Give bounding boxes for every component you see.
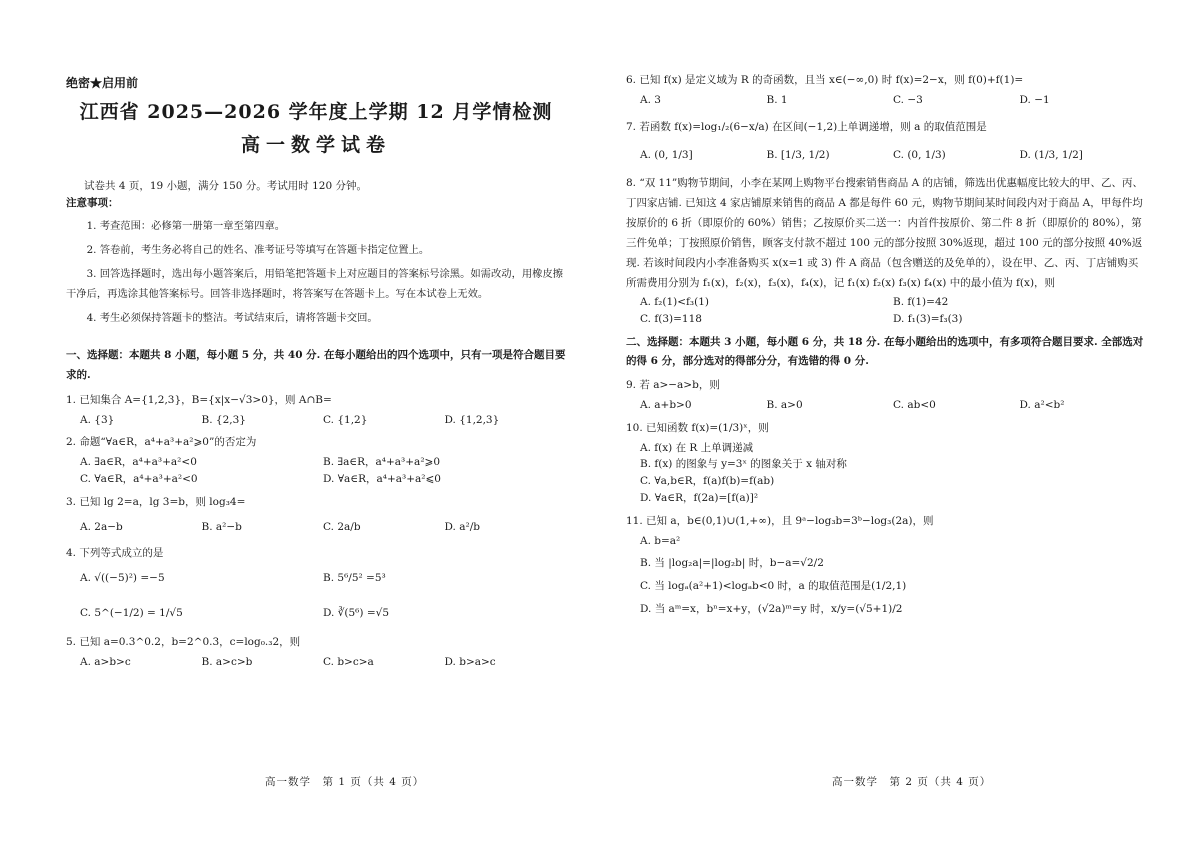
question-8 [626,174,1146,327]
question-stem: 4. 下列等式成立的是 [66,547,164,560]
option-list [626,440,1146,507]
note-item: 4. 考生必须保持答题卡的整洁。考试结束后，请将答题卡交回。 [86,311,378,324]
option: D. (1/3, 1/2] [1019,149,1083,162]
option: A. 2a−b [80,520,123,533]
option: D. ∀a∈R，a⁴+a³+a²⩽0 [323,473,441,486]
option: D. ∀a∈R，f(2a)=[f(a)]² [640,491,759,504]
question-9 [626,377,1146,414]
question-4 [66,545,566,621]
option: C. ∀a,b∈R，f(a)f(b)=f(ab) [640,475,775,488]
question-10 [626,420,1146,507]
option-list [626,533,1146,618]
option: D. 当 aᵐ=x，bⁿ=x+y，(√2a)ᵐ=y 时，x/y=(√5+1)/2 [640,602,903,615]
option: C. 5^(−1/2) = 1/√5 [80,607,183,619]
option: C. 2a/b [323,520,361,533]
left-column [66,72,566,674]
question-stem: 7. 若函数 f(x)=log₁/₂(6−x/a) 在区间(−1,2)上单调递增，则 a 的取值范围是 [626,120,987,133]
option: A. ∃a∈R，a⁴+a³+a²<0 [80,456,197,469]
exam-title: 江西省 2025—2026 学年度上学期 12 月学情检测 [79,101,553,124]
option: A. 3 [640,93,661,106]
option-list [626,147,1146,164]
question-stem: 11. 已知 a，b∈(0,1)∪(1,+∞)，且 9ᵃ−log₃b=3ᵇ−log₃(2a)，则 [626,514,934,527]
option: A. a>b>c [80,655,131,668]
option: D. −1 [1019,93,1050,106]
option-list [626,92,1146,109]
option: B. [1/3, 1/2) [766,149,830,162]
option-list [66,570,566,622]
option: B. 5⁶/5² =5³ [323,572,386,585]
question-stem: 2. 命题“∀a∈R，a⁴+a³+a²⩾0”的否定为 [66,436,257,449]
question-stem: 10. 已知函数 f(x)=(1/3)ˣ，则 [626,421,769,434]
option-list [66,454,566,488]
question-5 [66,634,566,671]
option: C. ∀a∈R，a⁴+a³+a²<0 [80,473,198,486]
option: B. ∃a∈R，a⁴+a³+a²⩾0 [323,456,441,469]
question-stem: 1. 已知集合 A={1,2,3}，B={x|x−√3>0}，则 A∩B= [66,393,332,406]
option: B. 1 [766,93,788,106]
option: C. b>c>a [323,655,374,668]
option: C. ab<0 [893,398,936,411]
option: A. a+b>0 [640,398,692,411]
option-list [66,519,566,536]
option: A. b=a² [640,534,681,547]
question-2 [66,434,566,487]
question-1 [66,392,566,429]
option: D. f₁(3)=f₃(3) [893,312,963,325]
option: D. a²<b² [1019,398,1065,411]
option: B. a>0 [766,398,803,411]
option: D. {1,2,3} [444,413,500,426]
option: D. ∛(5⁶) =√5 [323,607,389,619]
option: D. a²/b [444,520,480,533]
question-7 [626,119,1146,165]
page-footer: 高一数学 第 2 页（共 4 页） [832,776,992,788]
option-list [626,294,1146,328]
note-item: 1. 考查范围：必修第一册第一章至第四章。 [86,219,286,232]
option-list [66,412,566,429]
question-stem: 8. “双 11”购物节期间，小李在某网上购物平台搜索销售商品 A 的店铺，筛选出优惠幅度比较大的甲、乙、丙、丁四家店铺. 已知这 4 家店铺原来销售的商品 A 都是每件 60 元，购物节期间某时间段内对于商品 A，甲每件均按原价的 6 折（即原价的 60%）销售；乙按原价买二送一：内首件按原价、第二件 8 折（即原价的 80%），第三件免单；丁按照原价销售，顾客支付款不超过 100 元的部分按照 30%返现，超过 100 元的部分按照 40%返现. 若该时间段内小李准备购买 x(x=1 或 3) 件 A 商品（包含赠送的及免单的），设在甲、乙、丙、丁店铺购买所需费用分别为 f₁(x)，f₂(x)，f₃(x)，f₄(x)，记 f₁(x) f₂(x) f₃(x) f₄(x) 中的最小值为 f(x)，则 [626,177,1144,289]
note-item: 2. 答卷前，考生务必将自己的姓名、准考证号等填写在答题卡指定位置上。 [86,243,430,256]
option-list [626,397,1146,414]
question-stem: 6. 已知 f(x) 是定义域为 R 的奇函数，且当 x∈(−∞,0) 时 f(x)=2−x，则 f(0)+f(1)= [626,74,1024,86]
note-item: 3. 回答选择题时，选出每小题答案后，用铅笔把答题卡上对应题目的答案标号涂黑。如需改动，用橡皮擦干净后，再选涂其他答案标号。回答非选择题时，将答案写在答题卡上。写在本试卷上无效。 [66,267,564,300]
page-footer: 高一数学 第 1 页（共 4 页） [265,776,425,788]
notes-heading: 注意事项： [66,196,119,209]
option: B. f(x) 的图象与 y=3ˣ 的图象关于 x 轴对称 [640,458,847,471]
question-11 [626,513,1146,618]
option: A. {3} [80,413,115,426]
section-heading: 一、选择题：本题共 8 小题，每小题 5 分，共 40 分. 在每小题给出的四个选项中，只有一项是符合题目要求的. [66,348,566,381]
question-3 [66,494,566,536]
option: B. a²−b [201,520,242,533]
option: C. (0, 1/3) [893,149,946,162]
question-stem: 9. 若 a>−a>b，则 [626,379,720,392]
exam-subtitle: 高一数学试卷 [240,133,391,156]
option: C. 当 logₐ(a²+1)<logₐb<0 时，a 的取值范围是(1/2,1) [640,580,907,593]
secret-label: 绝密★启用前 [66,76,139,90]
option: A. √((−5)²) =−5 [80,572,165,585]
exam-info: 试卷共 4 页，19 小题，满分 150 分。考试用时 120 分钟。 [84,179,367,192]
question-stem: 3. 已知 lg 2=a，lg 3=b，则 log₃4= [66,495,246,508]
option: B. {2,3} [201,413,246,426]
option: B. f(1)=42 [893,295,949,308]
option-list [66,654,566,671]
option: C. −3 [893,93,923,106]
option: A. f(x) 在 R 上单调递减 [640,441,754,454]
question-6 [626,72,1146,109]
section-heading: 二、选择题：本题共 3 小题，每小题 6 分，共 18 分. 在每小题给出的选项中，有多项符合题目要求. 全部选对的得 6 分，部分选对的得部分分，有选错的得 0 分. [626,336,1144,368]
option: B. 当 |log₂a|=|log₂b| 时，b−a=√2/2 [640,557,824,570]
option: B. a>c>b [201,655,253,668]
option: C. f(3)=118 [640,312,702,325]
option: D. b>a>c [444,655,496,668]
option: A. f₂(1)<f₃(1) [640,295,709,308]
question-stem: 5. 已知 a=0.3^0.2，b=2^0.3，c=log₀.₃2，则 [66,635,301,648]
option: A. (0, 1/3] [640,149,693,162]
right-column [626,72,1146,622]
option: C. {1,2} [323,413,368,426]
